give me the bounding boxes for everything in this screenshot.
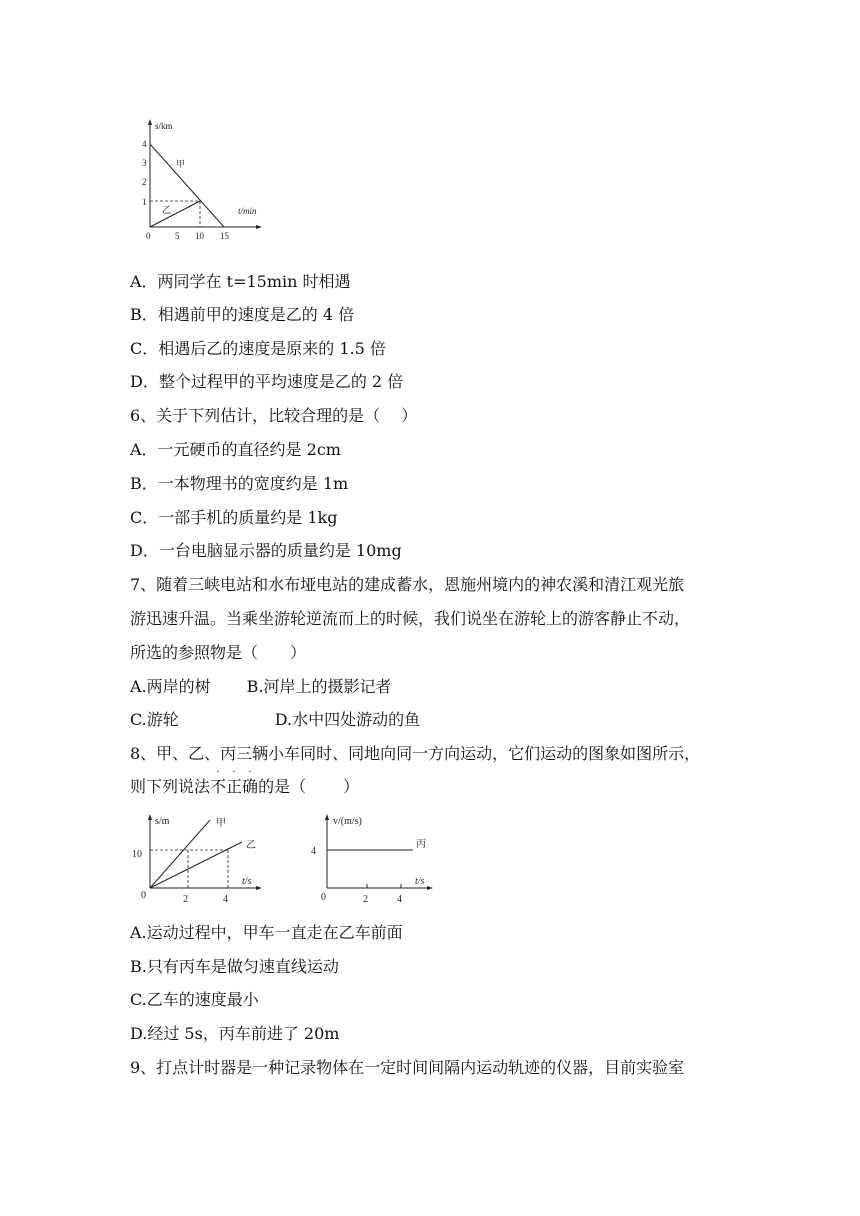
- q7-stem-line-3: 所选的参照物是（ ）: [130, 643, 307, 662]
- q8-stem-prefix: 则下列说法: [130, 777, 211, 796]
- q7-options-row-2: [130, 710, 420, 730]
- x-tick: 2: [183, 894, 188, 905]
- x-axis-label: t/s: [415, 876, 425, 887]
- q7-option-c: C.游轮: [130, 710, 179, 729]
- q7-options-row-1: [130, 677, 392, 697]
- q7-option-b: B.河岸上的摄影记者: [246, 677, 392, 696]
- y-tick: 2: [142, 177, 147, 187]
- q8-option-b: B.只有丙车是做匀速直线运动: [130, 957, 339, 976]
- x-tick: 5: [175, 231, 180, 241]
- q8-stem-suffix: 的是（ ）: [258, 777, 360, 796]
- x-tick: 15: [220, 231, 229, 241]
- q7-stem-line-2: 游迅速升温。当乘坐游轮逆流而上的时候，我们说坐在游轮上的游客静止不动，: [130, 609, 691, 628]
- figure-3-v-t-graph: [305, 812, 440, 907]
- q6-option-b: B．一本物理书的宽度约是 1m: [130, 474, 349, 493]
- emphasis-char: · 确: [242, 767, 259, 796]
- series-jia-label: 甲: [176, 159, 186, 169]
- q8-option-d: D.经过 5s，丙车前进了 20m: [130, 1024, 340, 1043]
- series-yi-label: 乙: [162, 205, 172, 215]
- y-axis-label: v/(m/s): [333, 816, 362, 827]
- emphasis-char: · 正: [226, 767, 243, 796]
- y-tick: 4: [311, 846, 316, 857]
- q6-option-c: C．一部手机的质量约是 1kg: [130, 508, 338, 527]
- x-tick: 4: [223, 894, 228, 905]
- q9-stem-line-1: 9、打点计时器是一种记录物体在一定时间间隔内运动轨迹的仪器，目前实验室: [130, 1058, 685, 1077]
- x-tick: 4: [397, 894, 402, 905]
- q5-option-a: A．两同学在 t=15min 时相遇: [130, 272, 351, 291]
- y-tick: 1: [142, 197, 147, 207]
- y-tick: 10: [132, 849, 142, 860]
- series-jia-label: 甲: [216, 818, 226, 829]
- q5-option-c: C．相遇后乙的速度是原来的 1.5 倍: [130, 339, 386, 358]
- q6-option-d: D．一台电脑显示器的质量约是 10mg: [130, 541, 402, 560]
- q6-stem: 6、关于下列估计，比较合理的是（ ）: [130, 406, 418, 425]
- q8-option-c: C.乙车的速度最小: [130, 990, 259, 1009]
- q7-stem-line-1: 7、随着三峡电站和水布垭电站的建成蓄水，恩施州境内的神农溪和清江观光旅: [130, 575, 685, 594]
- y-tick: 3: [142, 158, 147, 168]
- figure-1-s-t-graph: [140, 115, 270, 240]
- series-jia-line: [150, 820, 210, 888]
- q5-option-d: D．整个过程甲的平均速度是乙的 2 倍: [130, 372, 404, 391]
- x-tick: 0: [321, 892, 326, 903]
- series-yi-label: 乙: [246, 840, 256, 851]
- q6-option-a: A．一元硬币的直径约是 2cm: [130, 440, 341, 459]
- figure-2-s-t-graph: [132, 812, 268, 907]
- q8-option-a: A.运动过程中，甲车一直走在乙车前面: [130, 923, 403, 942]
- x-axis-label: t/s: [242, 876, 252, 887]
- x-tick: 2: [363, 894, 368, 905]
- series-bing-label: 丙: [416, 839, 426, 850]
- y-axis-label: s/km: [155, 121, 173, 131]
- y-axis-label: s/m: [155, 816, 170, 827]
- q5-option-b: B．相遇前甲的速度是乙的 4 倍: [130, 305, 355, 324]
- x-axis-label: t/min: [238, 206, 257, 216]
- x-tick: 0: [141, 890, 146, 901]
- x-tick: 0: [146, 231, 151, 241]
- x-tick: 10: [195, 231, 204, 241]
- series-yi-line: [150, 201, 200, 227]
- q7-option-d: D.水中四处游动的鱼: [274, 710, 421, 729]
- q7-option-a: A.两岸的树: [130, 677, 211, 696]
- q8-stem-line-1: 8、甲、乙、丙三辆小车同时、同地向同一方向运动，它们运动的图象如图所示，: [130, 744, 701, 763]
- emphasis-char: · 不: [210, 767, 227, 796]
- y-tick: 4: [142, 139, 147, 149]
- q8-stem-line-2: [130, 767, 360, 797]
